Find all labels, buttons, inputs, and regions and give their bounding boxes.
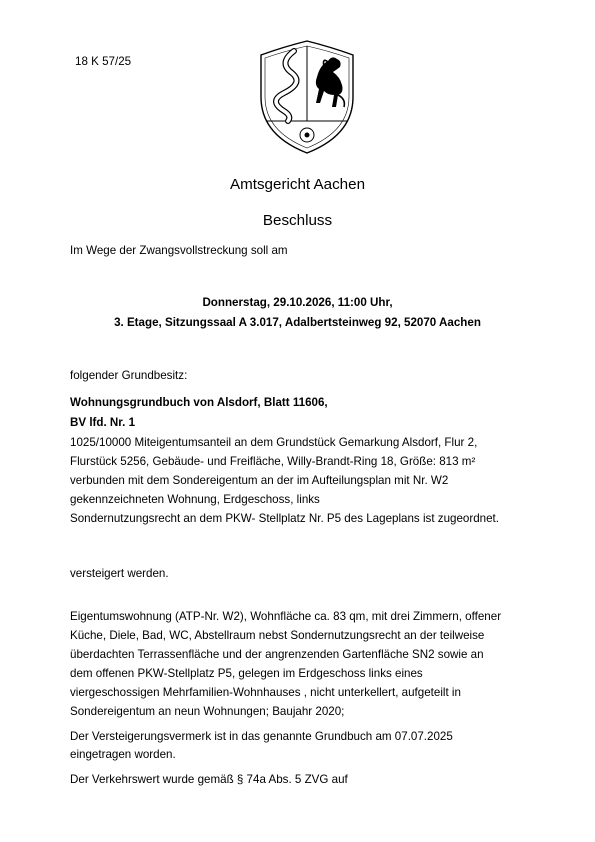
property-description-line: Sondernutzungsrecht an dem PKW- Stellplatz Nr. P5 des Lageplans ist zugeordnet. — [70, 512, 500, 525]
market-value-statement: Der Verkehrswert wurde gemäß § 74a Abs. 5 ZVG auf — [70, 773, 348, 786]
court-name: Amtsgericht Aachen — [229, 176, 366, 193]
coat-of-arms-seal — [258, 37, 356, 155]
property-label: folgender Grundbesitz: — [70, 369, 188, 382]
case-number: 18 K 57/25 — [75, 55, 132, 68]
object-description-line: Küche, Diele, Bad, WC, Abstellraum nebst Sondernutzungsrecht an der teilweise — [70, 629, 485, 642]
auction-location: 3. Etage, Sitzungssaal A 3.017, Adalbertsteinweg 92, 52070 Aachen — [114, 316, 481, 329]
auction-statement: versteigert werden. — [70, 567, 169, 580]
property-description-line: Flurstück 5256, Gebäude- und Freifläche, Willy-Brandt-Ring 18, Größe: 813 m² — [70, 455, 476, 468]
object-description-line: viergeschossigen Mehrfamilien-Wohnhauses , nicht unterkellert, aufgeteilt in — [70, 686, 461, 699]
object-description-line: Eigentumswohnung (ATP-Nr. W2), Wohnfläche ca. 83 qm, mit drei Zimmern, offener — [70, 610, 502, 623]
object-description-line: dem offenen PKW-Stellplatz P5, gelegen im Erdgeschoss links eines — [70, 667, 423, 680]
object-description-line: Sondereigentum an neun Wohnungen; Baujahr 2020; — [70, 705, 345, 718]
document-title: Beschluss — [262, 212, 333, 229]
auction-note-line: eingetragen worden. — [70, 748, 176, 761]
auction-note-line: Der Versteigerungsvermerk ist in das genannte Grundbuch am 07.07.2025 — [70, 730, 453, 743]
auction-date: Donnerstag, 29.10.2026, 11:00 Uhr, — [202, 296, 393, 309]
intro-text: Im Wege der Zwangsvollstreckung soll am — [70, 244, 288, 257]
property-description-line: gekennzeichneten Wohnung, Erdgeschoss, links — [70, 493, 320, 506]
register-item-number: BV lfd. Nr. 1 — [70, 416, 136, 429]
object-description-line: überdachten Terrassenfläche und der angrenzenden Gartenfläche SN2 sowie an — [70, 648, 484, 661]
land-register-reference: Wohnungsgrundbuch von Alsdorf, Blatt 11606, — [70, 396, 328, 409]
property-description-line: verbunden mit dem Sondereigentum an der im Aufteilungsplan mit Nr. W2 — [70, 474, 449, 487]
property-description-line: 1025/10000 Miteigentumsanteil an dem Grundstück Gemarkung Alsdorf, Flur 2, — [70, 436, 478, 449]
